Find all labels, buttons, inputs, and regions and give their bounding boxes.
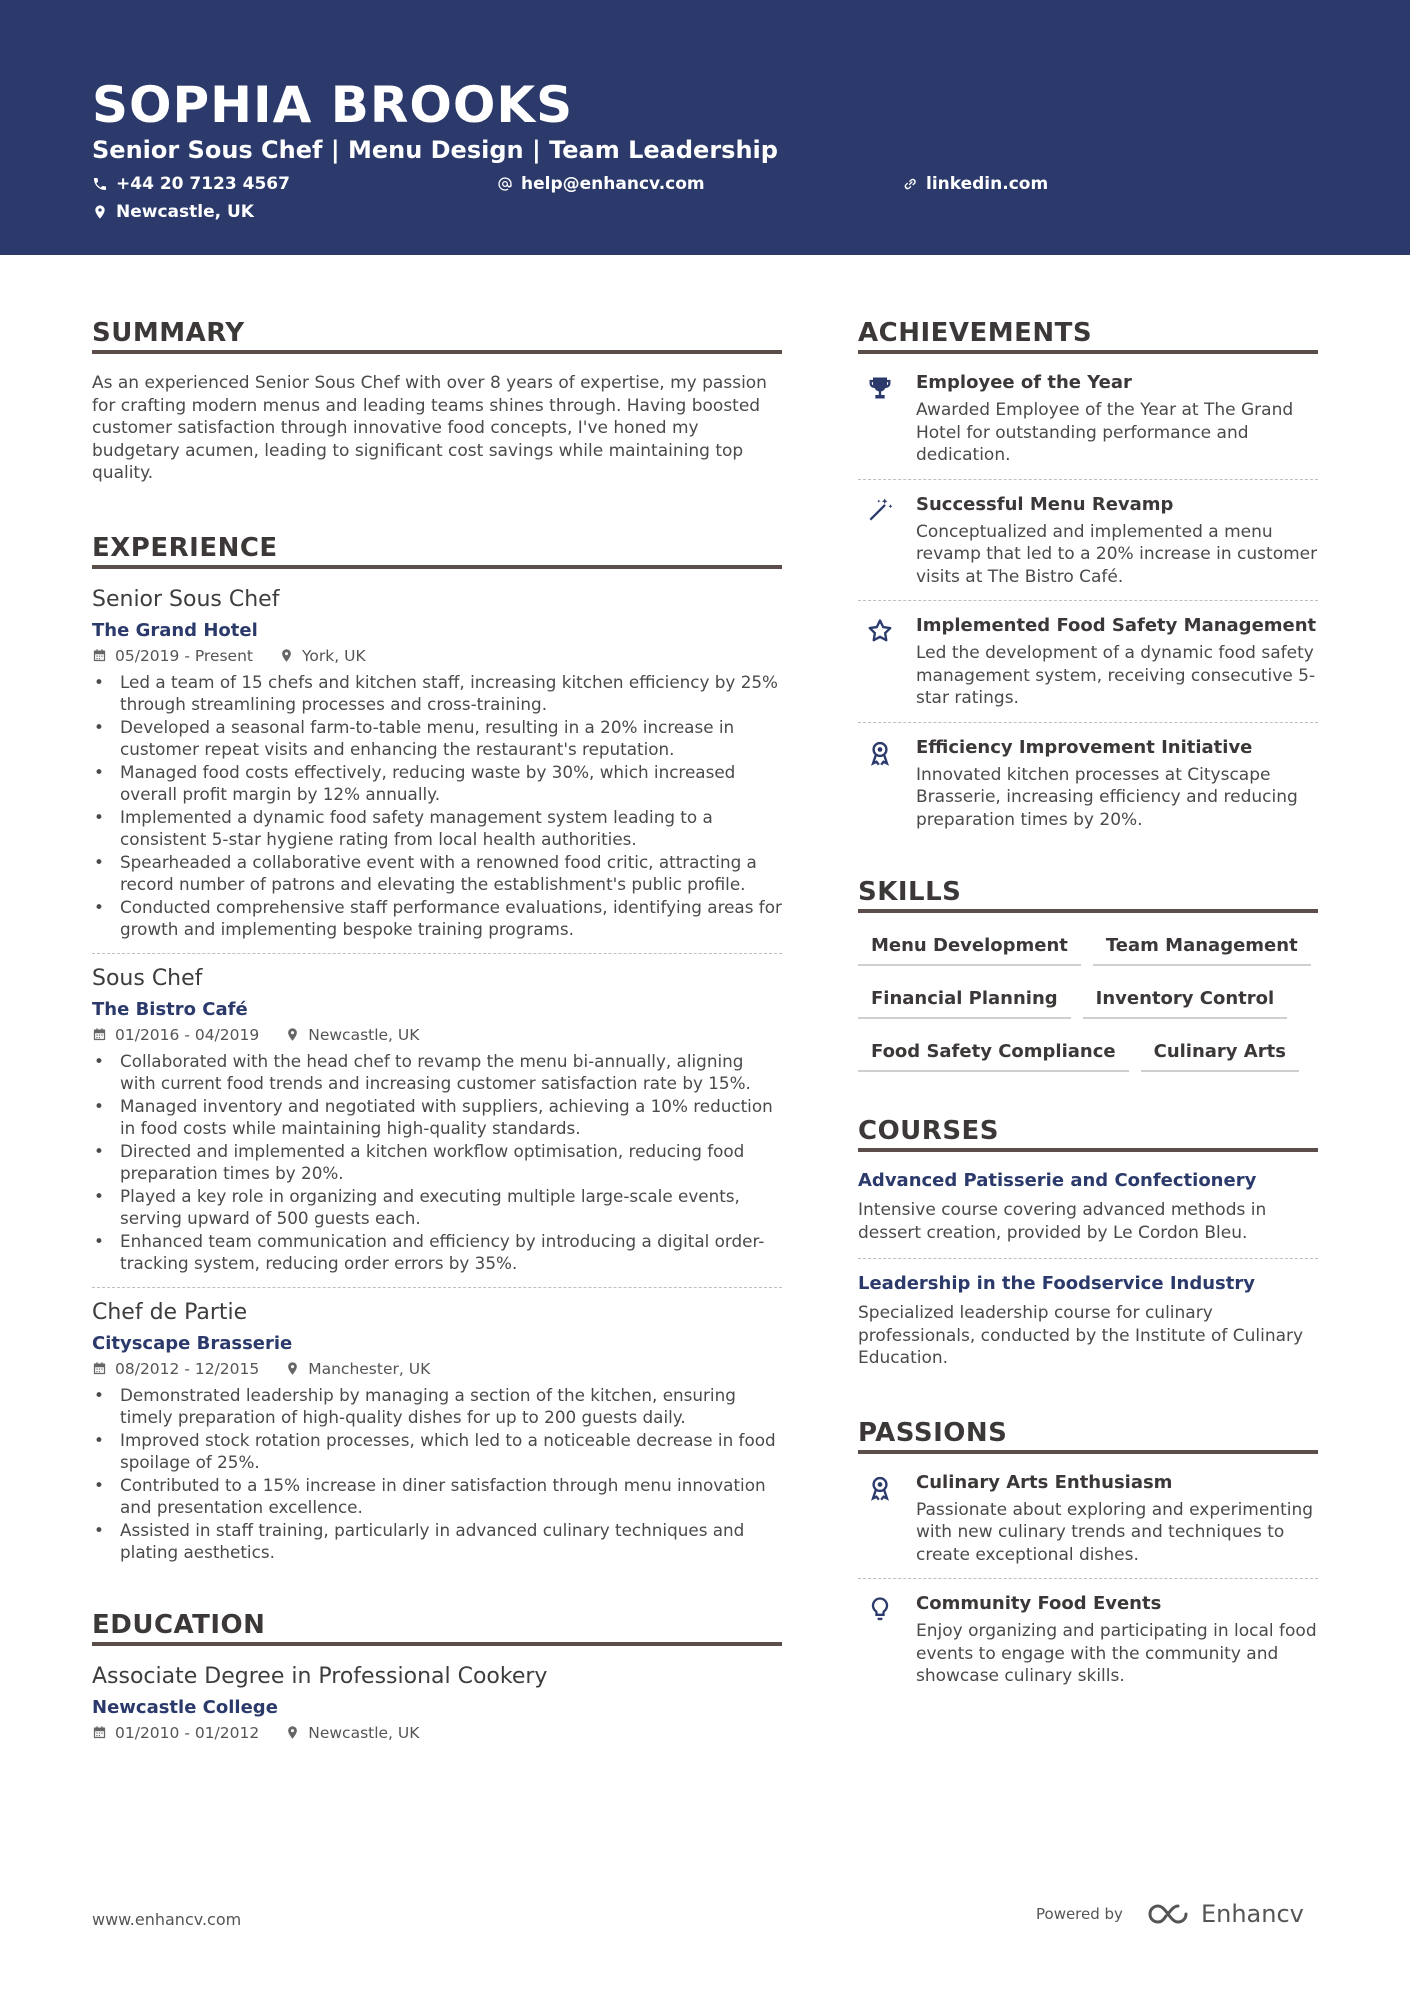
at-icon <box>497 176 513 192</box>
job-location-text: Manchester, UK <box>308 1359 431 1378</box>
location-pin-icon <box>279 648 294 663</box>
star-icon <box>866 617 894 645</box>
link-icon <box>902 176 918 192</box>
achievement-desc: Led the development of a dynamic food safety management system, receiving consecutive 5-star ratings. <box>916 643 1316 708</box>
job-meta <box>92 1026 782 1044</box>
job-dates: 05/2019 - Present <box>115 646 253 665</box>
trophy-icon <box>866 374 894 402</box>
location-pin-icon <box>92 204 108 220</box>
calendar-icon <box>92 648 107 663</box>
skill-tag: Food Safety Compliance <box>858 1041 1129 1072</box>
calendar-icon <box>92 1361 107 1376</box>
skill-tag: Menu Development <box>858 935 1081 966</box>
achievement-title: Implemented Food Safety Management <box>916 615 1317 636</box>
education-entry <box>92 1664 782 1760</box>
resume-header <box>0 0 1410 255</box>
achievement-title: Efficiency Improvement Initiative <box>916 736 1253 758</box>
skill-tag: Team Management <box>1093 935 1311 966</box>
job-role: Chef de Partie <box>92 1299 248 1325</box>
courses-heading: COURSES <box>858 1116 1318 1152</box>
course-title: Leadership in the Foodservice Industry <box>858 1273 1255 1294</box>
course-desc: Intensive course covering advanced methods in dessert creation, provided by Le Cordon Bleu. <box>858 1200 1267 1243</box>
skills-heading: SKILLS <box>858 877 1318 913</box>
job-company: The Grand Hotel <box>92 619 258 641</box>
powered-by-text: Powered by <box>1036 1905 1123 1923</box>
award-ribbon-icon <box>866 739 894 767</box>
bullet: • Contributed to a 15% increase in diner satisfaction through menu innovation and presentation excellence. <box>92 1474 782 1519</box>
course-item <box>858 1273 1318 1384</box>
achievement-title: Successful Menu Revamp <box>916 493 1174 515</box>
skills-list <box>858 935 1318 1072</box>
education-meta <box>92 1724 782 1742</box>
location-pin-icon <box>285 1725 300 1740</box>
course-desc: Specialized leadership course for culinary professionals, conducted by the Institute of Culinary Education. <box>858 1303 1304 1368</box>
job-dates: 08/2012 - 12/2015 <box>115 1359 260 1378</box>
bullet: • Assisted in staff training, particularly in advanced culinary techniques and plating aesthetics. <box>92 1519 782 1564</box>
location-text: Newcastle, UK <box>116 202 254 222</box>
job-location <box>279 647 366 665</box>
achievement-desc: Awarded Employee of the Year at The Grand Hotel for outstanding performance and dedication. <box>916 400 1294 465</box>
school-name: Newcastle College <box>92 1696 278 1718</box>
degree-title: Associate Degree in Professional Cookery <box>92 1663 548 1689</box>
education-dates: 01/2010 - 01/2012 <box>115 1723 260 1742</box>
bullet: • Implemented a dynamic food safety management system leading to a consistent 5-star hygiene rating from local health authorities. <box>92 806 782 851</box>
enhancv-logo-icon <box>1147 1901 1193 1927</box>
candidate-name: SOPHIA BROOKS <box>92 76 574 134</box>
bullet: • Demonstrated leadership by managing a section of the kitchen, ensuring timely preparation of high-quality dishes for up to 200 guests daily. <box>92 1384 782 1429</box>
job-location <box>285 1026 419 1044</box>
bullet: • Improved stock rotation processes, which led to a noticeable decrease in food spoilage of 25%. <box>92 1429 782 1474</box>
job-dates: 01/2016 - 04/2019 <box>115 1025 260 1044</box>
achievement-item <box>858 494 1318 602</box>
skill-tag: Culinary Arts <box>1141 1041 1299 1072</box>
job-bullets <box>92 1050 782 1275</box>
award-ribbon-icon <box>866 1474 894 1502</box>
experience-entry <box>92 1300 782 1576</box>
contact-phone <box>92 174 290 194</box>
candidate-tagline: Senior Sous Chef | Menu Design | Team Leadership <box>92 136 778 164</box>
passion-title: Community Food Events <box>916 1593 1162 1614</box>
enhancv-logo-text: Enhancv <box>1200 1900 1304 1928</box>
bullet: • Managed inventory and negotiated with suppliers, achieving a 10% reduction in food costs while maintaining high-quality standards. <box>92 1095 782 1140</box>
bullet: • Managed food costs effectively, reducing waste by 30%, which increased overall profit margin by 12% annually. <box>92 761 782 806</box>
lightbulb-icon <box>866 1595 894 1623</box>
contact-location <box>92 202 254 222</box>
calendar-icon <box>92 1027 107 1042</box>
bullet: • Led a team of 15 chefs and kitchen staff, increasing kitchen efficiency by 25% through streamlining processes and cross-training. <box>92 671 782 716</box>
experience-heading: EXPERIENCE <box>92 533 782 569</box>
job-location-text: York, UK <box>302 646 366 665</box>
achievement-item <box>858 737 1318 844</box>
summary-heading: SUMMARY <box>92 318 782 354</box>
contact-linkedin[interactable] <box>902 174 1048 194</box>
summary-text: As an experienced Senior Sous Chef with over 8 years of expertise, my passion for crafting modern menus and leading teams shines through. Having boosted customer satisfaction through innovative food concepts, I've honed my budgetary acumen, leading to significant cost savings while maintaining top quality. <box>92 373 767 483</box>
course-item <box>858 1170 1318 1259</box>
linkedin-text[interactable]: linkedin.com <box>926 174 1049 194</box>
achievement-item <box>858 372 1318 480</box>
job-location-text: Newcastle, UK <box>308 1025 420 1044</box>
experience-entry <box>92 587 782 954</box>
job-meta <box>92 647 782 665</box>
job-role: Senior Sous Chef <box>92 586 280 612</box>
passion-item <box>858 1593 1318 1700</box>
job-bullets <box>92 1384 782 1564</box>
email-text[interactable]: help@enhancv.com <box>521 174 705 194</box>
achievement-desc: Conceptualized and implemented a menu revamp that led to a 20% increase in customer visits at The Bistro Café. <box>916 521 1318 587</box>
job-role: Sous Chef <box>92 965 203 991</box>
passions-heading: PASSIONS <box>858 1418 1318 1454</box>
right-column <box>858 318 1318 1714</box>
bullet: • Conducted comprehensive staff performance evaluations, identifying areas for growth and implementing bespoke training programs. <box>92 896 782 941</box>
job-company: Cityscape Brasserie <box>92 1332 293 1354</box>
course-title: Advanced Patisserie and Confectionery <box>858 1170 1257 1191</box>
job-meta <box>92 1360 782 1378</box>
bullet: • Played a key role in organizing and executing multiple large-scale events, serving upward of 500 guests each. <box>92 1185 782 1230</box>
passion-title: Culinary Arts Enthusiasm <box>916 1471 1173 1493</box>
left-column <box>92 318 782 1772</box>
phone-text: +44 20 7123 4567 <box>116 174 290 194</box>
education-location <box>285 1724 419 1742</box>
education-heading: EDUCATION <box>92 1610 782 1646</box>
achievement-title: Employee of the Year <box>916 372 1132 393</box>
skill-tag: Inventory Control <box>1083 988 1288 1019</box>
contact-email[interactable] <box>497 174 705 194</box>
education-location-text: Newcastle, UK <box>308 1723 420 1742</box>
achievement-item <box>858 615 1318 723</box>
footer-website[interactable]: www.enhancv.com <box>92 1910 242 1929</box>
passion-desc: Enjoy organizing and participating in local food events to engage with the community and showcase culinary skills. <box>916 1621 1317 1686</box>
achievement-desc: Innovated kitchen processes at Cityscape Brasserie, increasing efficiency and reducing preparation times by 20%. <box>916 764 1298 830</box>
bullet: • Enhanced team communication and efficiency by introducing a digital order-tracking system, reducing order errors by 35%. <box>92 1230 782 1275</box>
job-company: The Bistro Café <box>92 998 248 1020</box>
bullet: • Collaborated with the head chef to revamp the menu bi-annually, aligning with current food trends and increasing customer satisfaction rate by 15%. <box>92 1050 782 1095</box>
bullet: • Spearheaded a collaborative event with a renowned food critic, attracting a record number of patrons and elevating the establishment's public profile. <box>92 851 782 896</box>
phone-icon <box>92 176 108 192</box>
job-location <box>285 1360 430 1378</box>
achievements-heading: ACHIEVEMENTS <box>858 318 1318 354</box>
bullet: • Directed and implemented a kitchen workflow optimisation, reducing food preparation times by 20%. <box>92 1140 782 1185</box>
experience-entry <box>92 966 782 1288</box>
bullet: • Developed a seasonal farm-to-table menu, resulting in a 20% increase in customer repeat visits and enhancing the restaurant's reputation. <box>92 716 782 761</box>
passion-item <box>858 1472 1318 1580</box>
calendar-icon <box>92 1725 107 1740</box>
location-pin-icon <box>285 1361 300 1376</box>
skill-tag: Financial Planning <box>858 988 1071 1019</box>
magic-wand-icon <box>866 496 894 524</box>
job-bullets <box>92 671 782 941</box>
passion-desc: Passionate about exploring and experimenting with new culinary trends and techniques to create exceptional dishes. <box>916 1499 1314 1565</box>
enhancv-logo[interactable] <box>1147 1900 1304 1928</box>
location-pin-icon <box>285 1027 300 1042</box>
footer-branding <box>1036 1900 1304 1928</box>
